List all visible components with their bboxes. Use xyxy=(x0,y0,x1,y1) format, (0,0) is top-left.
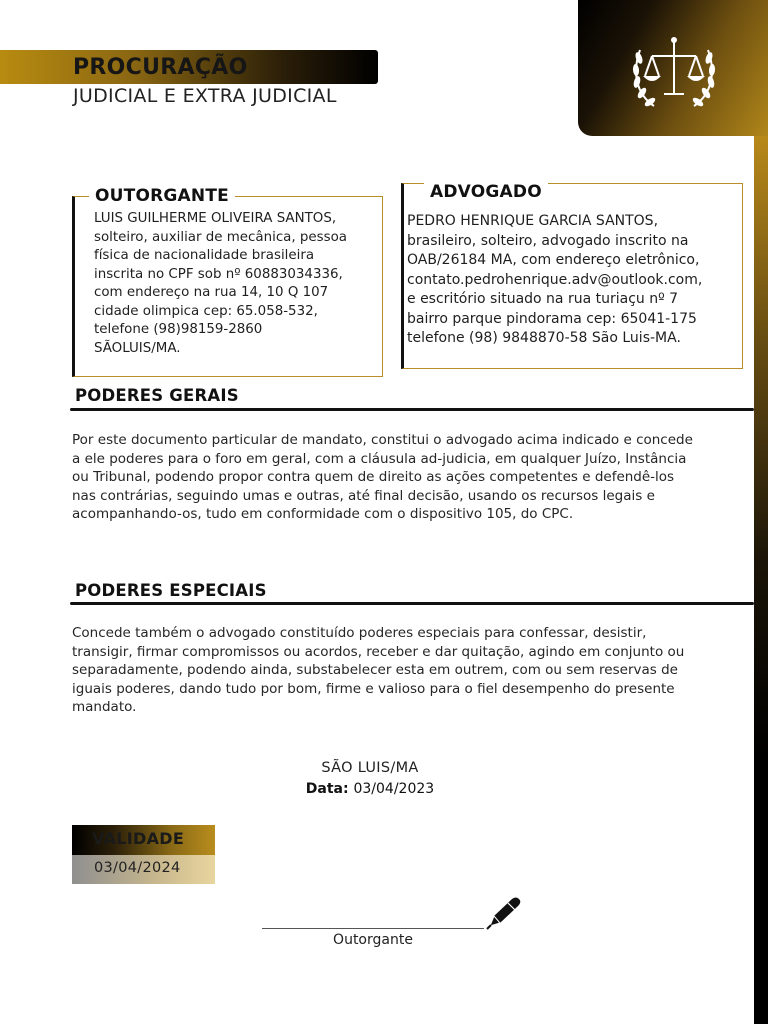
poderes-gerais-heading: PODERES GERAIS xyxy=(75,386,239,405)
poderes-gerais-divider xyxy=(70,408,754,411)
validity-date: 03/04/2024 xyxy=(94,860,181,876)
validity-date-box xyxy=(72,855,215,884)
date-label: Data: xyxy=(305,781,349,797)
signature-line[interactable] xyxy=(262,928,484,929)
poderes-especiais-text: Concede também o advogado constituído poderes especiais para confessar, desistir, transigir, firmar compromissos ou acordos, receber e dar quitação, agindo em conjunto ou separadamente, podendo ainda, substabelecer esta em outrem, com ou sem reservas de iguais poderes, dando tudo por bom, firme e valioso para o fiel desempenho do presente mandato. xyxy=(72,625,685,715)
poderes-especiais-divider xyxy=(70,602,754,605)
poderes-gerais-text: Por este documento particular de mandato, constitui o advogado acima indicado e concede a ele poderes para o foro em geral, com a cláusula ad-judicia, em qualquer Juízo, Instância ou Tribunal, podendo propor contra quem de direito as ações competentes e defendê-los nas contrárias, seguindo umas e outras, até final decisão, usando os recursos legais e acompanhando-os, tudo em conformidade com o dispositivo 105, do CPC. xyxy=(72,432,693,522)
outorgante-box xyxy=(72,186,383,377)
poderes-especiais-heading: PODERES ESPECIAIS xyxy=(75,581,267,600)
page-title: PROCURAÇÃO xyxy=(73,55,248,80)
advogado-heading: ADVOGADO xyxy=(424,182,548,202)
pen-icon xyxy=(486,896,522,930)
outorgante-details: LUIS GUILHERME OLIVEIRA SANTOS, solteiro, auxiliar de mecânica, pessoa física de nacionalidade brasileira inscrita no CPF sob nº 60883034336, com endereço na rua 14, 10 Q 107 cidade olimpica cep: 65.058-532, telefone (98)98159-2860 SÃOLUIS/MA. xyxy=(94,211,347,356)
place-city: SÃO LUIS/MA xyxy=(321,760,419,776)
justice-scales-laurel-icon xyxy=(628,28,720,118)
signature-label: Outorgante xyxy=(333,932,413,948)
right-decorative-stripe xyxy=(754,136,768,1024)
advogado-box xyxy=(401,183,743,369)
advogado-details: PEDRO HENRIQUE GARCIA SANTOS, brasileiro, solteiro, advogado inscrito na OAB/26184 MA, com endereço eletrônico, contato.pedrohenrique.adv@outlook.com, e escritório situado na rua turiaçu nº 7 bairro parque pindorama cep: 65041-175 telefone (98) 9848870-58 São Luis-MA. xyxy=(407,213,703,346)
place-date xyxy=(270,781,470,797)
validity-label-box xyxy=(72,825,215,855)
validity-label: VALIDADE xyxy=(92,829,185,848)
page-subtitle: JUDICIAL E EXTRA JUDICIAL xyxy=(73,85,337,107)
date-value: 03/04/2023 xyxy=(353,781,435,797)
outorgante-heading: OUTORGANTE xyxy=(89,186,235,206)
